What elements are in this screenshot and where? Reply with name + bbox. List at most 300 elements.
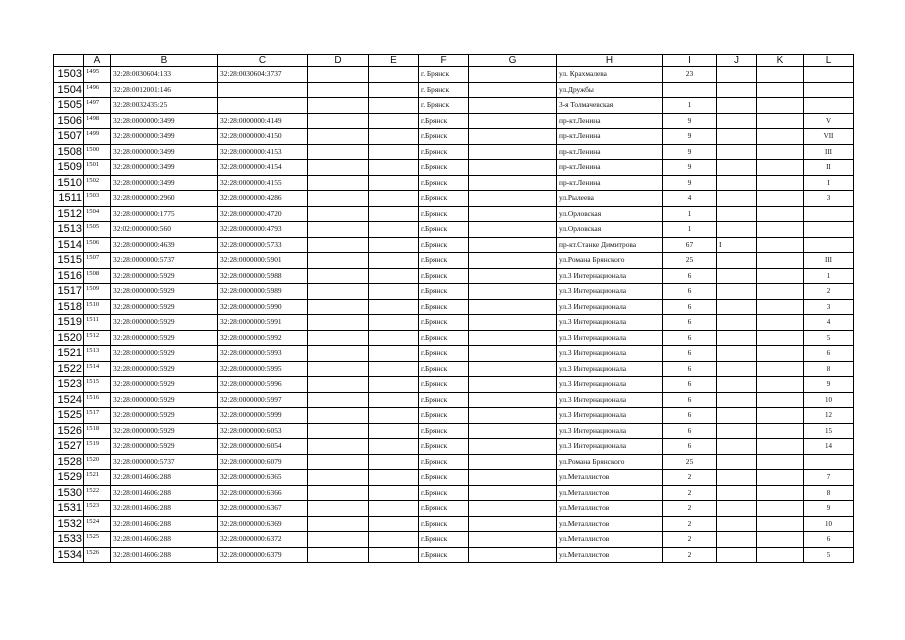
cell-a[interactable]: 1498 bbox=[84, 113, 111, 129]
cell-j[interactable] bbox=[717, 98, 757, 114]
cell-f[interactable]: г.Брянск bbox=[419, 315, 469, 331]
cell-i[interactable]: 6 bbox=[663, 361, 717, 377]
cell-h[interactable]: ул.Орловская bbox=[557, 222, 663, 238]
cell-b[interactable]: 32:28:0014606:288 bbox=[111, 485, 218, 501]
cell-j[interactable] bbox=[717, 330, 757, 346]
cell-b[interactable]: 32:28:0014606:288 bbox=[111, 501, 218, 517]
cell-k[interactable] bbox=[757, 392, 804, 408]
cell-h[interactable]: ул. Крахмалева bbox=[557, 67, 663, 83]
cell-i[interactable]: 6 bbox=[663, 330, 717, 346]
row-number[interactable]: 1513 bbox=[54, 222, 84, 238]
cell-f[interactable]: г.Брянск bbox=[419, 268, 469, 284]
column-header-b[interactable]: B bbox=[111, 55, 218, 67]
cell-c[interactable]: 32:28:0000000:5997 bbox=[218, 392, 308, 408]
cell-g[interactable] bbox=[469, 191, 557, 207]
cell-b[interactable]: 32:28:0000000:4639 bbox=[111, 237, 218, 253]
cell-c[interactable]: 32:28:0000000:6369 bbox=[218, 516, 308, 532]
cell-d[interactable] bbox=[308, 129, 369, 145]
cell-h[interactable]: ул.3 Интернационала bbox=[557, 284, 663, 300]
cell-d[interactable] bbox=[308, 377, 369, 393]
cell-d[interactable] bbox=[308, 315, 369, 331]
row-number[interactable]: 1533 bbox=[54, 532, 84, 548]
cell-l[interactable]: 8 bbox=[804, 361, 854, 377]
cell-g[interactable] bbox=[469, 392, 557, 408]
cell-j[interactable] bbox=[717, 113, 757, 129]
cell-b[interactable]: 32:28:0000000:3499 bbox=[111, 129, 218, 145]
cell-f[interactable]: г.Брянск bbox=[419, 113, 469, 129]
cell-l[interactable] bbox=[804, 98, 854, 114]
cell-a[interactable]: 1509 bbox=[84, 284, 111, 300]
cell-e[interactable] bbox=[369, 144, 419, 160]
column-header-k[interactable]: K bbox=[757, 55, 804, 67]
row-number[interactable]: 1530 bbox=[54, 485, 84, 501]
cell-c[interactable]: 32:28:0000000:5996 bbox=[218, 377, 308, 393]
cell-h[interactable]: ул.Орловская bbox=[557, 206, 663, 222]
cell-l[interactable]: 9 bbox=[804, 377, 854, 393]
cell-i[interactable]: 6 bbox=[663, 408, 717, 424]
cell-d[interactable] bbox=[308, 206, 369, 222]
cell-g[interactable] bbox=[469, 485, 557, 501]
cell-g[interactable] bbox=[469, 439, 557, 455]
cell-i[interactable]: 9 bbox=[663, 144, 717, 160]
column-header-h[interactable]: H bbox=[557, 55, 663, 67]
cell-i[interactable]: 23 bbox=[663, 67, 717, 83]
row-number[interactable]: 1512 bbox=[54, 206, 84, 222]
cell-g[interactable] bbox=[469, 330, 557, 346]
row-number[interactable]: 1510 bbox=[54, 175, 84, 191]
cell-i[interactable]: 6 bbox=[663, 439, 717, 455]
cell-k[interactable] bbox=[757, 268, 804, 284]
cell-b[interactable]: 32:28:0000000:5929 bbox=[111, 284, 218, 300]
cell-c[interactable]: 32:28:0000000:6379 bbox=[218, 547, 308, 563]
cell-g[interactable] bbox=[469, 516, 557, 532]
cell-b[interactable]: 32:28:0000000:5929 bbox=[111, 346, 218, 362]
cell-h[interactable]: ул.Романа Брянского bbox=[557, 454, 663, 470]
cell-h[interactable]: ул.Дружбы bbox=[557, 82, 663, 98]
cell-f[interactable]: г.Брянск bbox=[419, 222, 469, 238]
cell-j[interactable] bbox=[717, 485, 757, 501]
cell-h[interactable]: ул.Металлистов bbox=[557, 501, 663, 517]
cell-d[interactable] bbox=[308, 516, 369, 532]
cell-a[interactable]: 1524 bbox=[84, 516, 111, 532]
cell-e[interactable] bbox=[369, 237, 419, 253]
cell-h[interactable]: ул.3 Интернационала bbox=[557, 408, 663, 424]
cell-b[interactable]: 32:28:0000000:5737 bbox=[111, 454, 218, 470]
column-header-f[interactable]: F bbox=[419, 55, 469, 67]
cell-f[interactable]: г.Брянск bbox=[419, 408, 469, 424]
cell-l[interactable] bbox=[804, 67, 854, 83]
cell-c[interactable]: 32:28:0000000:6079 bbox=[218, 454, 308, 470]
cell-k[interactable] bbox=[757, 284, 804, 300]
cell-e[interactable] bbox=[369, 268, 419, 284]
cell-c[interactable]: 32:28:0000000:5990 bbox=[218, 299, 308, 315]
cell-l[interactable]: 2 bbox=[804, 284, 854, 300]
cell-g[interactable] bbox=[469, 423, 557, 439]
row-number[interactable]: 1517 bbox=[54, 284, 84, 300]
cell-i[interactable]: 1 bbox=[663, 98, 717, 114]
cell-j[interactable] bbox=[717, 299, 757, 315]
cell-a[interactable]: 1518 bbox=[84, 423, 111, 439]
row-number[interactable]: 1528 bbox=[54, 454, 84, 470]
cell-f[interactable]: г.Брянск bbox=[419, 144, 469, 160]
cell-e[interactable] bbox=[369, 253, 419, 269]
cell-e[interactable] bbox=[369, 454, 419, 470]
column-header-g[interactable]: G bbox=[469, 55, 557, 67]
row-number[interactable]: 1529 bbox=[54, 470, 84, 486]
cell-h[interactable]: пр-кт.Ленина bbox=[557, 144, 663, 160]
cell-c[interactable]: 32:28:0000000:5901 bbox=[218, 253, 308, 269]
cell-e[interactable] bbox=[369, 377, 419, 393]
cell-d[interactable] bbox=[308, 299, 369, 315]
cell-k[interactable] bbox=[757, 516, 804, 532]
column-header-a[interactable]: A bbox=[84, 55, 111, 67]
cell-i[interactable]: 6 bbox=[663, 346, 717, 362]
cell-c[interactable]: 32:28:0000000:6054 bbox=[218, 439, 308, 455]
cell-h[interactable]: пр-кт.Ленина bbox=[557, 113, 663, 129]
cell-e[interactable] bbox=[369, 82, 419, 98]
cell-f[interactable]: г.Брянск bbox=[419, 129, 469, 145]
cell-j[interactable] bbox=[717, 253, 757, 269]
cell-a[interactable]: 1501 bbox=[84, 160, 111, 176]
cell-h[interactable]: ул.3 Интернационала bbox=[557, 439, 663, 455]
cell-f[interactable]: г.Брянск bbox=[419, 547, 469, 563]
cell-h[interactable]: пр-кт.Ленина bbox=[557, 160, 663, 176]
cell-c[interactable]: 32:28:0000000:6365 bbox=[218, 470, 308, 486]
cell-e[interactable] bbox=[369, 392, 419, 408]
cell-g[interactable] bbox=[469, 253, 557, 269]
cell-i[interactable]: 1 bbox=[663, 222, 717, 238]
cell-f[interactable]: г.Брянск bbox=[419, 532, 469, 548]
cell-f[interactable]: г.Брянск bbox=[419, 206, 469, 222]
cell-b[interactable]: 32:28:0000000:5929 bbox=[111, 268, 218, 284]
cell-f[interactable]: г.Брянск bbox=[419, 191, 469, 207]
cell-b[interactable]: 32:28:0014606:288 bbox=[111, 516, 218, 532]
cell-e[interactable] bbox=[369, 160, 419, 176]
cell-d[interactable] bbox=[308, 268, 369, 284]
cell-f[interactable]: г.Брянск bbox=[419, 299, 469, 315]
cell-a[interactable]: 1525 bbox=[84, 532, 111, 548]
cell-g[interactable] bbox=[469, 160, 557, 176]
cell-l[interactable] bbox=[804, 82, 854, 98]
cell-g[interactable] bbox=[469, 315, 557, 331]
cell-c[interactable]: 32:28:0000000:6367 bbox=[218, 501, 308, 517]
cell-f[interactable]: г.Брянск bbox=[419, 284, 469, 300]
corner-header[interactable] bbox=[54, 55, 84, 67]
cell-e[interactable] bbox=[369, 206, 419, 222]
cell-i[interactable]: 6 bbox=[663, 392, 717, 408]
cell-b[interactable]: 32:28:0000000:1775 bbox=[111, 206, 218, 222]
cell-a[interactable]: 1502 bbox=[84, 175, 111, 191]
cell-k[interactable] bbox=[757, 454, 804, 470]
cell-e[interactable] bbox=[369, 423, 419, 439]
cell-a[interactable]: 1526 bbox=[84, 547, 111, 563]
cell-g[interactable] bbox=[469, 454, 557, 470]
cell-g[interactable] bbox=[469, 501, 557, 517]
cell-a[interactable]: 1521 bbox=[84, 470, 111, 486]
cell-j[interactable] bbox=[717, 191, 757, 207]
cell-d[interactable] bbox=[308, 237, 369, 253]
cell-l[interactable] bbox=[804, 454, 854, 470]
cell-f[interactable]: г.Брянск bbox=[419, 439, 469, 455]
cell-l[interactable]: 3 bbox=[804, 191, 854, 207]
cell-l[interactable]: 3 bbox=[804, 299, 854, 315]
cell-l[interactable]: VII bbox=[804, 129, 854, 145]
cell-l[interactable]: 12 bbox=[804, 408, 854, 424]
cell-e[interactable] bbox=[369, 485, 419, 501]
cell-e[interactable] bbox=[369, 113, 419, 129]
cell-d[interactable] bbox=[308, 392, 369, 408]
cell-l[interactable] bbox=[804, 222, 854, 238]
cell-b[interactable]: 32:28:0012001:146 bbox=[111, 82, 218, 98]
row-number[interactable]: 1532 bbox=[54, 516, 84, 532]
cell-b[interactable]: 32:28:0000000:3499 bbox=[111, 113, 218, 129]
cell-a[interactable]: 1495 bbox=[84, 67, 111, 83]
cell-h[interactable]: ул.3 Интернационала bbox=[557, 377, 663, 393]
cell-a[interactable]: 1503 bbox=[84, 191, 111, 207]
cell-c[interactable]: 32:28:0000000:4720 bbox=[218, 206, 308, 222]
cell-j[interactable] bbox=[717, 206, 757, 222]
cell-j[interactable] bbox=[717, 346, 757, 362]
cell-k[interactable] bbox=[757, 532, 804, 548]
cell-j[interactable] bbox=[717, 268, 757, 284]
cell-h[interactable]: 3-я Толмачевская bbox=[557, 98, 663, 114]
cell-l[interactable]: 7 bbox=[804, 470, 854, 486]
cell-i[interactable]: 1 bbox=[663, 206, 717, 222]
cell-d[interactable] bbox=[308, 113, 369, 129]
cell-b[interactable]: 32:28:0000000:3499 bbox=[111, 144, 218, 160]
row-number[interactable]: 1505 bbox=[54, 98, 84, 114]
cell-c[interactable]: 32:28:0000000:6053 bbox=[218, 423, 308, 439]
row-number[interactable]: 1511 bbox=[54, 191, 84, 207]
cell-l[interactable]: 14 bbox=[804, 439, 854, 455]
cell-d[interactable] bbox=[308, 439, 369, 455]
cell-g[interactable] bbox=[469, 268, 557, 284]
row-number[interactable]: 1522 bbox=[54, 361, 84, 377]
cell-j[interactable] bbox=[717, 408, 757, 424]
cell-i[interactable]: 6 bbox=[663, 423, 717, 439]
column-header-l[interactable]: L bbox=[804, 55, 854, 67]
cell-b[interactable]: 32:28:0032435:25 bbox=[111, 98, 218, 114]
row-number[interactable]: 1526 bbox=[54, 423, 84, 439]
cell-e[interactable] bbox=[369, 191, 419, 207]
cell-g[interactable] bbox=[469, 299, 557, 315]
column-header-i[interactable]: I bbox=[663, 55, 717, 67]
cell-i[interactable]: 2 bbox=[663, 516, 717, 532]
cell-f[interactable]: г.Брянск bbox=[419, 237, 469, 253]
cell-d[interactable] bbox=[308, 423, 369, 439]
cell-c[interactable]: 32:28:0000000:4153 bbox=[218, 144, 308, 160]
cell-f[interactable]: г.Брянск bbox=[419, 346, 469, 362]
cell-g[interactable] bbox=[469, 408, 557, 424]
cell-a[interactable]: 1515 bbox=[84, 377, 111, 393]
cell-a[interactable]: 1507 bbox=[84, 253, 111, 269]
cell-k[interactable] bbox=[757, 206, 804, 222]
row-number[interactable]: 1516 bbox=[54, 268, 84, 284]
cell-l[interactable]: 4 bbox=[804, 315, 854, 331]
cell-e[interactable] bbox=[369, 439, 419, 455]
cell-f[interactable]: г.Брянск bbox=[419, 330, 469, 346]
cell-i[interactable]: 2 bbox=[663, 501, 717, 517]
cell-b[interactable]: 32:28:0000000:5929 bbox=[111, 423, 218, 439]
cell-l[interactable]: II bbox=[804, 160, 854, 176]
cell-f[interactable]: г.Брянск bbox=[419, 160, 469, 176]
cell-h[interactable]: ул.Металлистов bbox=[557, 470, 663, 486]
cell-a[interactable]: 1516 bbox=[84, 392, 111, 408]
cell-j[interactable] bbox=[717, 82, 757, 98]
cell-i[interactable]: 9 bbox=[663, 129, 717, 145]
cell-k[interactable] bbox=[757, 67, 804, 83]
cell-i[interactable]: 2 bbox=[663, 470, 717, 486]
row-number[interactable]: 1518 bbox=[54, 299, 84, 315]
cell-e[interactable] bbox=[369, 501, 419, 517]
cell-i[interactable]: 2 bbox=[663, 485, 717, 501]
cell-l[interactable]: 5 bbox=[804, 547, 854, 563]
cell-c[interactable]: 32:28:0000000:5999 bbox=[218, 408, 308, 424]
row-number[interactable]: 1531 bbox=[54, 501, 84, 517]
cell-l[interactable]: 6 bbox=[804, 346, 854, 362]
row-number[interactable]: 1519 bbox=[54, 315, 84, 331]
cell-b[interactable]: 32:28:0014606:288 bbox=[111, 532, 218, 548]
cell-a[interactable]: 1514 bbox=[84, 361, 111, 377]
cell-c[interactable]: 32:28:0000000:5733 bbox=[218, 237, 308, 253]
cell-l[interactable] bbox=[804, 206, 854, 222]
cell-k[interactable] bbox=[757, 346, 804, 362]
cell-b[interactable]: 32:28:0000000:5929 bbox=[111, 330, 218, 346]
cell-h[interactable]: ул.Металлистов bbox=[557, 485, 663, 501]
cell-e[interactable] bbox=[369, 547, 419, 563]
cell-l[interactable]: 15 bbox=[804, 423, 854, 439]
cell-j[interactable] bbox=[717, 129, 757, 145]
cell-h[interactable]: ул.3 Интернационала bbox=[557, 361, 663, 377]
cell-g[interactable] bbox=[469, 222, 557, 238]
cell-k[interactable] bbox=[757, 98, 804, 114]
cell-c[interactable]: 32:28:0000000:4154 bbox=[218, 160, 308, 176]
cell-b[interactable]: 32:28:0000000:5929 bbox=[111, 299, 218, 315]
cell-g[interactable] bbox=[469, 237, 557, 253]
row-number[interactable]: 1503 bbox=[54, 67, 84, 83]
cell-e[interactable] bbox=[369, 222, 419, 238]
cell-a[interactable]: 1523 bbox=[84, 501, 111, 517]
cell-a[interactable]: 1519 bbox=[84, 439, 111, 455]
cell-e[interactable] bbox=[369, 299, 419, 315]
cell-c[interactable]: 32:28:0000000:4149 bbox=[218, 113, 308, 129]
cell-d[interactable] bbox=[308, 175, 369, 191]
cell-j[interactable] bbox=[717, 175, 757, 191]
cell-k[interactable] bbox=[757, 439, 804, 455]
cell-k[interactable] bbox=[757, 113, 804, 129]
cell-i[interactable]: 9 bbox=[663, 175, 717, 191]
cell-k[interactable] bbox=[757, 315, 804, 331]
cell-b[interactable]: 32:28:0000000:3499 bbox=[111, 175, 218, 191]
cell-c[interactable]: 32:28:0000000:4150 bbox=[218, 129, 308, 145]
cell-j[interactable] bbox=[717, 470, 757, 486]
cell-j[interactable] bbox=[717, 222, 757, 238]
cell-g[interactable] bbox=[469, 547, 557, 563]
cell-i[interactable]: 6 bbox=[663, 268, 717, 284]
cell-g[interactable] bbox=[469, 113, 557, 129]
cell-h[interactable]: ул.3 Интернационала bbox=[557, 315, 663, 331]
cell-k[interactable] bbox=[757, 377, 804, 393]
cell-j[interactable] bbox=[717, 361, 757, 377]
cell-k[interactable] bbox=[757, 253, 804, 269]
cell-a[interactable]: 1499 bbox=[84, 129, 111, 145]
cell-j[interactable] bbox=[717, 516, 757, 532]
cell-d[interactable] bbox=[308, 67, 369, 83]
cell-k[interactable] bbox=[757, 547, 804, 563]
cell-l[interactable]: III bbox=[804, 144, 854, 160]
cell-h[interactable]: ул.3 Интернационала bbox=[557, 346, 663, 362]
cell-g[interactable] bbox=[469, 144, 557, 160]
column-header-j[interactable]: J bbox=[717, 55, 757, 67]
cell-l[interactable]: 5 bbox=[804, 330, 854, 346]
cell-c[interactable]: 32:28:0000000:5989 bbox=[218, 284, 308, 300]
cell-d[interactable] bbox=[308, 547, 369, 563]
cell-j[interactable] bbox=[717, 423, 757, 439]
cell-d[interactable] bbox=[308, 501, 369, 517]
cell-h[interactable]: пр-кт.Ленина bbox=[557, 129, 663, 145]
cell-k[interactable] bbox=[757, 470, 804, 486]
cell-h[interactable]: ул.3 Интернационала bbox=[557, 299, 663, 315]
cell-a[interactable]: 1522 bbox=[84, 485, 111, 501]
cell-b[interactable]: 32:28:0000000:5929 bbox=[111, 315, 218, 331]
cell-b[interactable]: 32:28:0000000:5929 bbox=[111, 439, 218, 455]
cell-k[interactable] bbox=[757, 237, 804, 253]
cell-b[interactable]: 32:28:0014606:288 bbox=[111, 470, 218, 486]
cell-f[interactable]: г.Брянск bbox=[419, 454, 469, 470]
cell-k[interactable] bbox=[757, 423, 804, 439]
cell-f[interactable]: г. Брянск bbox=[419, 82, 469, 98]
cell-b[interactable]: 32:28:0014606:288 bbox=[111, 547, 218, 563]
cell-g[interactable] bbox=[469, 98, 557, 114]
cell-k[interactable] bbox=[757, 175, 804, 191]
column-header-e[interactable]: E bbox=[369, 55, 419, 67]
cell-h[interactable]: ул.Романа Брянского bbox=[557, 253, 663, 269]
cell-c[interactable]: 32:28:0000000:4793 bbox=[218, 222, 308, 238]
cell-h[interactable]: пр-кт.Станке Димитрова bbox=[557, 237, 663, 253]
cell-b[interactable]: 32:28:0000000:5929 bbox=[111, 408, 218, 424]
cell-j[interactable]: I bbox=[717, 237, 757, 253]
cell-d[interactable] bbox=[308, 144, 369, 160]
cell-h[interactable]: ул.3 Интернационала bbox=[557, 268, 663, 284]
cell-a[interactable]: 1517 bbox=[84, 408, 111, 424]
row-number[interactable]: 1523 bbox=[54, 377, 84, 393]
cell-e[interactable] bbox=[369, 284, 419, 300]
cell-c[interactable]: 32:28:0000000:4286 bbox=[218, 191, 308, 207]
cell-h[interactable]: ул.Металлистов bbox=[557, 516, 663, 532]
cell-g[interactable] bbox=[469, 361, 557, 377]
cell-j[interactable] bbox=[717, 67, 757, 83]
cell-j[interactable] bbox=[717, 284, 757, 300]
cell-e[interactable] bbox=[369, 315, 419, 331]
cell-j[interactable] bbox=[717, 439, 757, 455]
cell-c[interactable] bbox=[218, 98, 308, 114]
cell-l[interactable]: 6 bbox=[804, 532, 854, 548]
cell-f[interactable]: г.Брянск bbox=[419, 423, 469, 439]
cell-a[interactable]: 1508 bbox=[84, 268, 111, 284]
cell-d[interactable] bbox=[308, 160, 369, 176]
cell-c[interactable]: 32:28:0000000:6366 bbox=[218, 485, 308, 501]
cell-b[interactable]: 32:28:0000000:5929 bbox=[111, 361, 218, 377]
cell-f[interactable]: г.Брянск bbox=[419, 516, 469, 532]
cell-i[interactable]: 6 bbox=[663, 284, 717, 300]
cell-h[interactable]: ул.Рылеева bbox=[557, 191, 663, 207]
cell-i[interactable] bbox=[663, 82, 717, 98]
cell-k[interactable] bbox=[757, 82, 804, 98]
row-number[interactable]: 1507 bbox=[54, 129, 84, 145]
column-header-d[interactable]: D bbox=[308, 55, 369, 67]
cell-b[interactable]: 32:28:0000000:3499 bbox=[111, 160, 218, 176]
cell-k[interactable] bbox=[757, 299, 804, 315]
